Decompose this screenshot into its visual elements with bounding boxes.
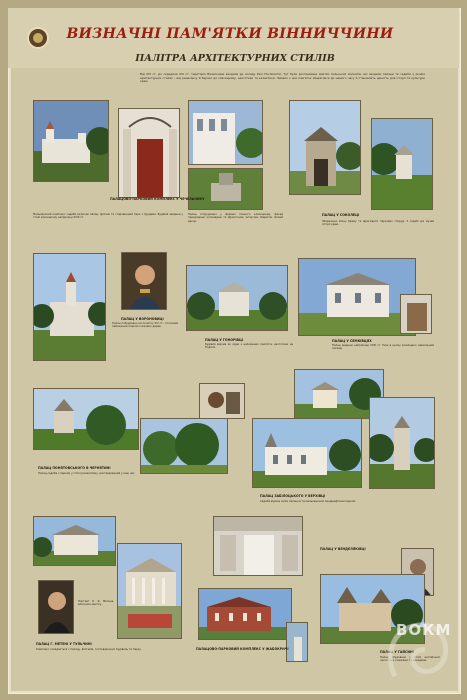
caption-tulchyn: Комплекс складається з палацу, флігелів, господарських будівель та парку.: [36, 648, 142, 651]
photo-tower-church: [369, 397, 435, 489]
photo-tulchyn-palace: [33, 516, 116, 566]
photo-monument: [286, 622, 308, 662]
photo-chechelnyk-palace: [33, 100, 109, 182]
caption-haisyn: Палац збудовано у стилі англійської неоготики з вежами та аркадами.: [380, 656, 440, 663]
heading-haisyn: ПАЛАЦ У ГАЙСИНІ: [380, 650, 414, 654]
photo-verkhivka-palace: [252, 418, 362, 488]
caption-semkivtsi: Палац зведено наприкінці XVIII ст. Нині в ньому розміщено навчальний заклад.: [332, 344, 434, 351]
page-title: ВИЗНАЧНІ ПАМ'ЯТКИ ВІННИЧЧИНИ: [66, 26, 394, 42]
photo-park-trees: [140, 418, 228, 474]
photo-palace-wing: [188, 100, 263, 165]
photo-tulchyn-columns: [117, 543, 182, 639]
photo-hall-interior: [213, 516, 303, 576]
heading-voronovytsia: ПАЛАЦ У ВОРОНОВИЦІ: [121, 317, 164, 321]
page-subtitle: ПАЛІТРА АРХІТЕКТУРНИХ СТИЛІВ: [135, 53, 335, 64]
intro-text: Від XIV ст. до середини XIX ст. територія Вінниччини входила до складу Речі Посполитої. Тут були розташовані маєтки польських магнатів, які зводили палаци та садиби у різних архітектурних стилях – від ренесансу й бароко до класицизму, неоготики та еклектики. Чимало з цих пам'яток збереглися до нашого часу й становлять цінність для історії та культури краю.: [140, 72, 425, 84]
museum-seal-icon: [27, 27, 49, 49]
photo-portrait-man: [38, 580, 74, 634]
photo-rotunda: [371, 118, 433, 210]
photo-fountain: [188, 168, 263, 210]
heading-vendelyakivka: ПАЛАЦ У ВЕНДЕЛЯКІВЦІ: [320, 547, 366, 551]
heading-verkhivka: ПАЛАЦ ЗАБІЛОЦЬКОГО У ВЕРХІВЦІ: [260, 494, 326, 498]
photo-interior-staircase: [118, 108, 180, 198]
caption-honorivka: Будівля відома як одна з найкращих пам'яток неоготики на Поділлі.: [205, 343, 293, 350]
photo-honorivka-palace: [186, 265, 288, 331]
photo-semkivtsi-detail: [400, 294, 432, 334]
heading-cherniatyn: ПАЛАЦ ПОНЯТОВСЬКОГО В ЧЕРНЯТИНІ: [38, 466, 111, 470]
caption-tulchyn-portrait: Портрет П. Ф. Метена, власника маєтку.: [78, 600, 114, 607]
photo-portrait-officer: [121, 252, 167, 310]
photo-semkivtsi-palace: [298, 258, 416, 336]
heading-semkivtsi: ПАЛАЦ У СЕМКІВЦЯХ: [332, 339, 372, 343]
caption-cherniatyn: Палац-садиба з парком у стилі романтизму, реставрований у наш час.: [38, 472, 136, 475]
photo-cherniatyn-palace: [33, 388, 139, 450]
caption-voronovytsia: Палац побудовано на початку XIX ст., оточений пейзажним парком з вікових дерев.: [112, 322, 178, 329]
heading-chechelnyk: ПАЛАЦОВО-ПАРКОВИЙ КОМПЛЕКС У ЧЕЧЕЛЬНИКУ: [110, 197, 205, 201]
heading-zhabokrych: ПАЛАЦОВО-ПАРКОВИЙ КОМПЛЕКС У ЖАБОКРИЧІ: [196, 647, 289, 651]
caption-chechelnyk-2: Палац споруджено у формах пізнього класицизму, фасад прикрашено колонадою та фронтоном. Інтер'єри зберегли ліпний декор.: [188, 213, 283, 223]
caption-chechelnyk: Мальовничий комплекс садиби включає палац, флігелі та старовинний парк з прудами. Будівля зведена у стилі класицизму наприкінці XVIII ст.: [33, 213, 183, 220]
heading-tulchyn: ПАЛАЦ Г. МЕТЕНІ У ТУЛЬЧИНІ: [36, 642, 92, 646]
photo-sokolets-gate: [289, 100, 361, 195]
photo-voronovytsia-palace: [33, 253, 106, 361]
heading-sokolets: ПАЛАЦ У СОКОЛЕЦІ: [322, 213, 360, 217]
caption-verkhivka: Садиба відома своїм палацом та мальовничим ландшафтним парком.: [260, 500, 357, 503]
photo-portrait-monk: [199, 383, 245, 419]
photo-zhabokrych-palace: [198, 588, 292, 640]
museum-stamp-text: ВОКМ: [396, 621, 452, 639]
heading-honorivka: ПАЛАЦ У ГОНОРІВЦІ: [205, 338, 244, 342]
caption-sokolets: Збережено в'їзну браму та фрагменти паркових споруд. У садибі діє музей історії краю.: [322, 220, 434, 227]
